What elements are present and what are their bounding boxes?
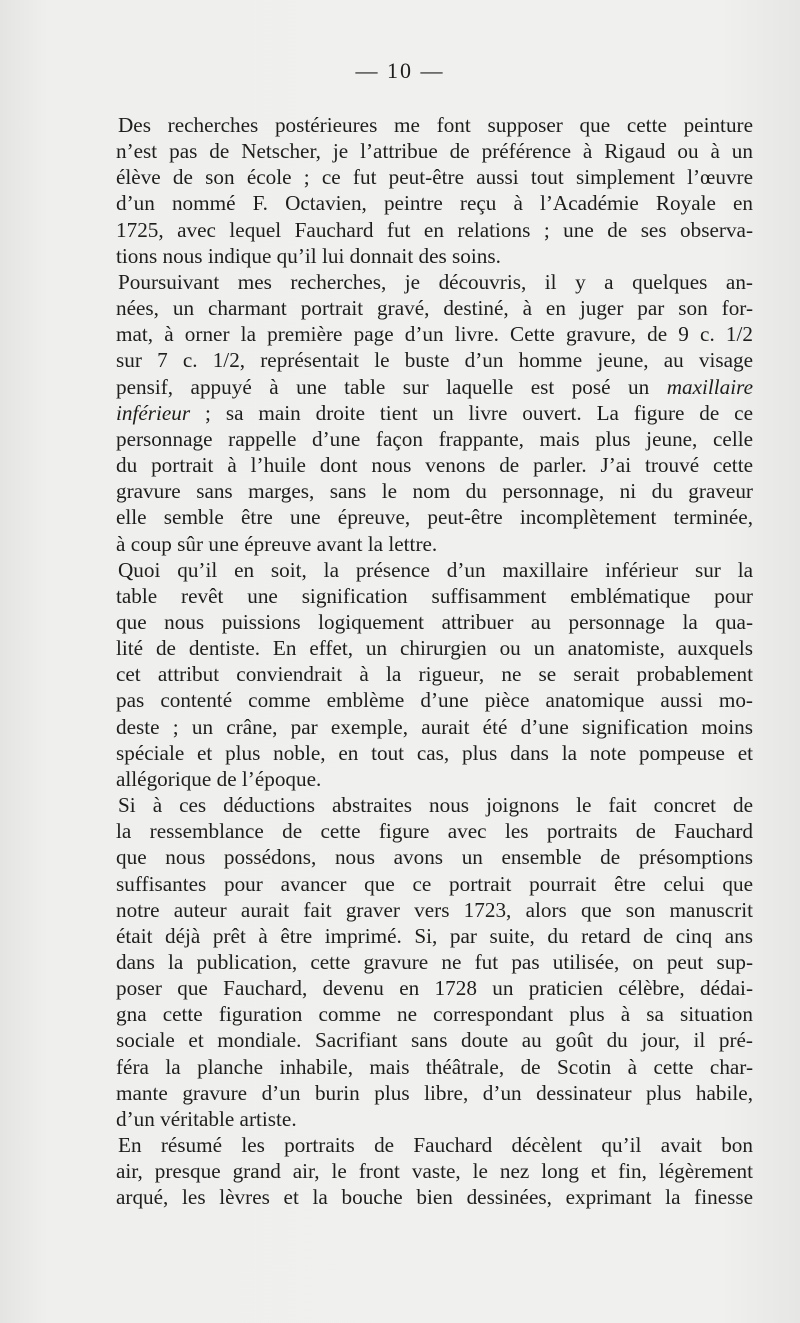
text-line: dans la publication, cette gravure ne fut pas utilisée, on peut sup- <box>116 950 753 974</box>
text-line: était déjà prêt à être imprimé. Si, par suite, du retard de cinq ans <box>116 923 753 948</box>
text-line: table revêt une signification suffisamment emblématique pour <box>116 583 753 608</box>
text-line: elle semble être une épreuve, peut-être incomplètement terminée, <box>116 505 753 530</box>
text-line: tions nous indique qu’il lui donnait des soins. <box>116 243 501 268</box>
text-line: En résumé les portraits de Fauchard décèlent qu’il avait bon <box>118 1133 753 1158</box>
text-segment: pensif, appuyé à une table sur laquelle est posé un <box>116 374 650 399</box>
text-line: n’est pas de Netscher, je l’attribue de préférence à Rigaud ou à un <box>116 139 753 164</box>
text-line: pas contenté comme emblème d’une pièce anatomique aussi mo- <box>116 688 753 713</box>
text-line: que nous possédons, nous avons un ensemble de présomptions <box>116 845 753 870</box>
text-line: gravure sans marges, sans le nom du personnage, ni du graveur <box>116 479 753 504</box>
text-line: suffisantes pour avancer que ce portrait pourrait être celui que <box>116 871 753 896</box>
text-line: sociale et mondiale. Sacrifiant sans doute au goût du jour, il pré- <box>116 1028 753 1053</box>
text-line-with-italic <box>116 374 753 400</box>
text-line: spéciale et plus noble, en tout cas, plus dans la note pompeuse et <box>116 740 753 765</box>
text-line: poser que Fauchard, devenu en 1728 un praticien célèbre, dédai- <box>116 976 753 1001</box>
text-line: personnage rappelle d’une façon frappante, mais plus jeune, celle <box>116 426 753 451</box>
paragraph <box>116 112 753 269</box>
text-line: Des recherches postérieures me font supposer que cette peinture <box>118 113 753 137</box>
page-number: — 10 — <box>355 58 445 83</box>
text-line: mante gravure d’un burin plus libre, d’un dessinateur plus habile, <box>116 1080 753 1105</box>
text-line-with-italic <box>116 400 753 426</box>
text-line: notre auteur aurait fait graver vers 1723, alors que son manuscrit <box>116 897 753 922</box>
text-line: la ressemblance de cette figure avec les portraits de Fauchard <box>116 819 753 844</box>
paragraph <box>116 1132 753 1210</box>
italic-term: maxillaire <box>666 374 754 399</box>
text-line: 1725, avec lequel Fauchard fut en relations ; une de ses observa- <box>116 217 753 242</box>
text-line: d’un véritable artiste. <box>116 1106 297 1131</box>
italic-term: inférieur <box>116 400 191 425</box>
text-line: sur 7 c. 1/2, représentait le buste d’un homme jeune, au visage <box>116 348 753 373</box>
text-line: que nous puissions logiquement attribuer au personnage la qua- <box>116 609 753 634</box>
text-line: arqué, les lèvres et la bouche bien dessinées, exprimant la finesse <box>116 1185 753 1210</box>
text-line: Si à ces déductions abstraites nous joignons le fait concret de <box>118 793 753 818</box>
text-line: élève de son école ; ce fut peut-être aussi tout simplement l’œuvre <box>116 165 753 190</box>
text-line: du portrait à l’huile dont nous venons de parler. J’ai trouvé cette <box>116 453 753 478</box>
text-line: à coup sûr une épreuve avant la lettre. <box>116 531 438 556</box>
text-line: deste ; un crâne, par exemple, aurait été d’une signification moins <box>116 714 753 739</box>
body-text <box>116 112 753 1211</box>
text-line: mat, à orner la première page d’un livre. Cette gravure, de 9 c. 1/2 <box>116 322 753 347</box>
text-line: Quoi qu’il en soit, la présence d’un maxillaire inférieur sur la <box>118 557 753 582</box>
text-line: nées, un charmant portrait gravé, destiné, à en juger par son for- <box>116 296 753 321</box>
paragraph <box>116 269 753 557</box>
text-line: lité de dentiste. En effet, un chirurgien ou un anatomiste, auxquels <box>116 636 753 661</box>
text-segment: ; sa main droite tient un livre ouvert. La figure de ce <box>205 400 753 425</box>
text-line: allégorique de l’époque. <box>116 766 322 791</box>
text-line: d’un nommé F. Octavien, peintre reçu à l’Académie Royale en <box>116 191 753 216</box>
text-line: air, presque grand air, le front vaste, le nez long et fin, légèrement <box>116 1159 753 1184</box>
text-line: féra la planche inhabile, mais théâtrale, de Scotin à cette char- <box>116 1054 753 1079</box>
paragraph <box>116 792 753 1132</box>
paragraph <box>116 557 753 792</box>
text-line: Poursuivant mes recherches, je découvris, il y a quelques an- <box>118 269 753 294</box>
text-line: cet attribut conviendrait à la rigueur, ne se serait probablement <box>116 662 753 687</box>
text-line: gna cette figuration comme ne correspondant plus à sa situation <box>116 1002 753 1027</box>
